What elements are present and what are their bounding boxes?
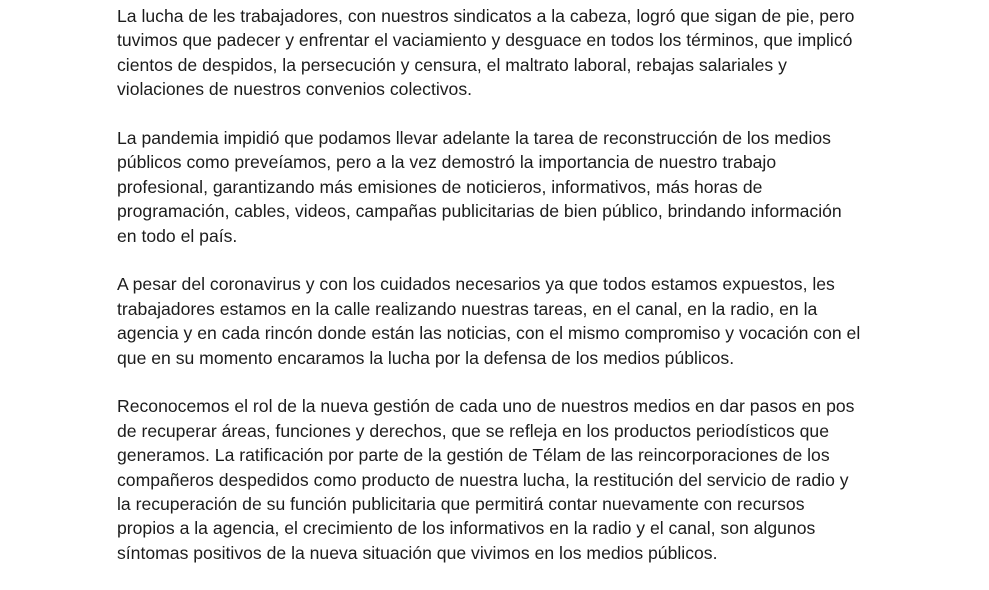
text-line: La lucha de les trabajadores, con nuestros sindicatos a la cabeza, logró que sigan de pie, pero xyxy=(117,6,855,26)
text-line: agencia y en cada rincón donde están las noticias, con el mismo compromiso y vocación con el xyxy=(117,323,861,344)
text-line: generamos. La ratificación por parte de la gestión de Télam de las reincorporaciones de los xyxy=(117,445,830,466)
text-line: A pesar del coronavirus y con los cuidados necesarios ya que todos estamos expuestos, les xyxy=(117,274,835,295)
paragraph-4 xyxy=(117,394,937,565)
text-line: la recuperación de su función publicitaria que permitirá contar nuevamente con recursos xyxy=(117,494,805,515)
text-line: propios a la agencia, el crecimiento de los informativos en la radio y el canal, son algunos xyxy=(117,518,816,539)
text-line: programación, cables, videos, campañas publicitarias de bien público, brindando información xyxy=(117,201,842,222)
text-line: en todo el país. xyxy=(117,225,238,246)
text-line: públicos como preveíamos, pero a la vez demostró la importancia de nuestro trabajo xyxy=(117,152,777,173)
paragraph-3 xyxy=(117,272,937,370)
text-line: que en su momento encaramos la lucha por la defensa de los medios públicos. xyxy=(117,347,735,368)
text-line: violaciones de nuestros convenios colectivos. xyxy=(117,79,473,100)
text-line: tuvimos que padecer y enfrentar el vaciamiento y desguace en todos los términos, que implicó xyxy=(117,30,853,51)
text-line: cientos de despidos, la persecución y censura, el maltrato laboral, rebajas salariales y xyxy=(117,54,787,75)
text-line: La pandemia impidió que podamos llevar adelante la tarea de reconstrucción de los medios xyxy=(117,128,831,149)
text-line: de recuperar áreas, funciones y derechos, que se refleja en los productos periodísticos que xyxy=(117,420,829,441)
text-line: trabajadores estamos en la calle realizando nuestras tareas, en el canal, en la radio, en la xyxy=(117,298,818,319)
paragraph-1 xyxy=(117,4,937,102)
text-line: síntomas positivos de la nueva situación que vivimos en los medios públicos. xyxy=(117,542,718,563)
paragraph-2 xyxy=(117,126,937,248)
document-body xyxy=(117,4,937,590)
text-line: Reconocemos el rol de la nueva gestión de cada uno de nuestros medios en dar pasos en pos xyxy=(117,396,855,417)
text-line: profesional, garantizando más emisiones de noticieros, informativos, más horas de xyxy=(117,176,763,197)
text-line: compañeros despedidos como producto de nuestra lucha, la restitución del servicio de radio y xyxy=(117,469,849,490)
